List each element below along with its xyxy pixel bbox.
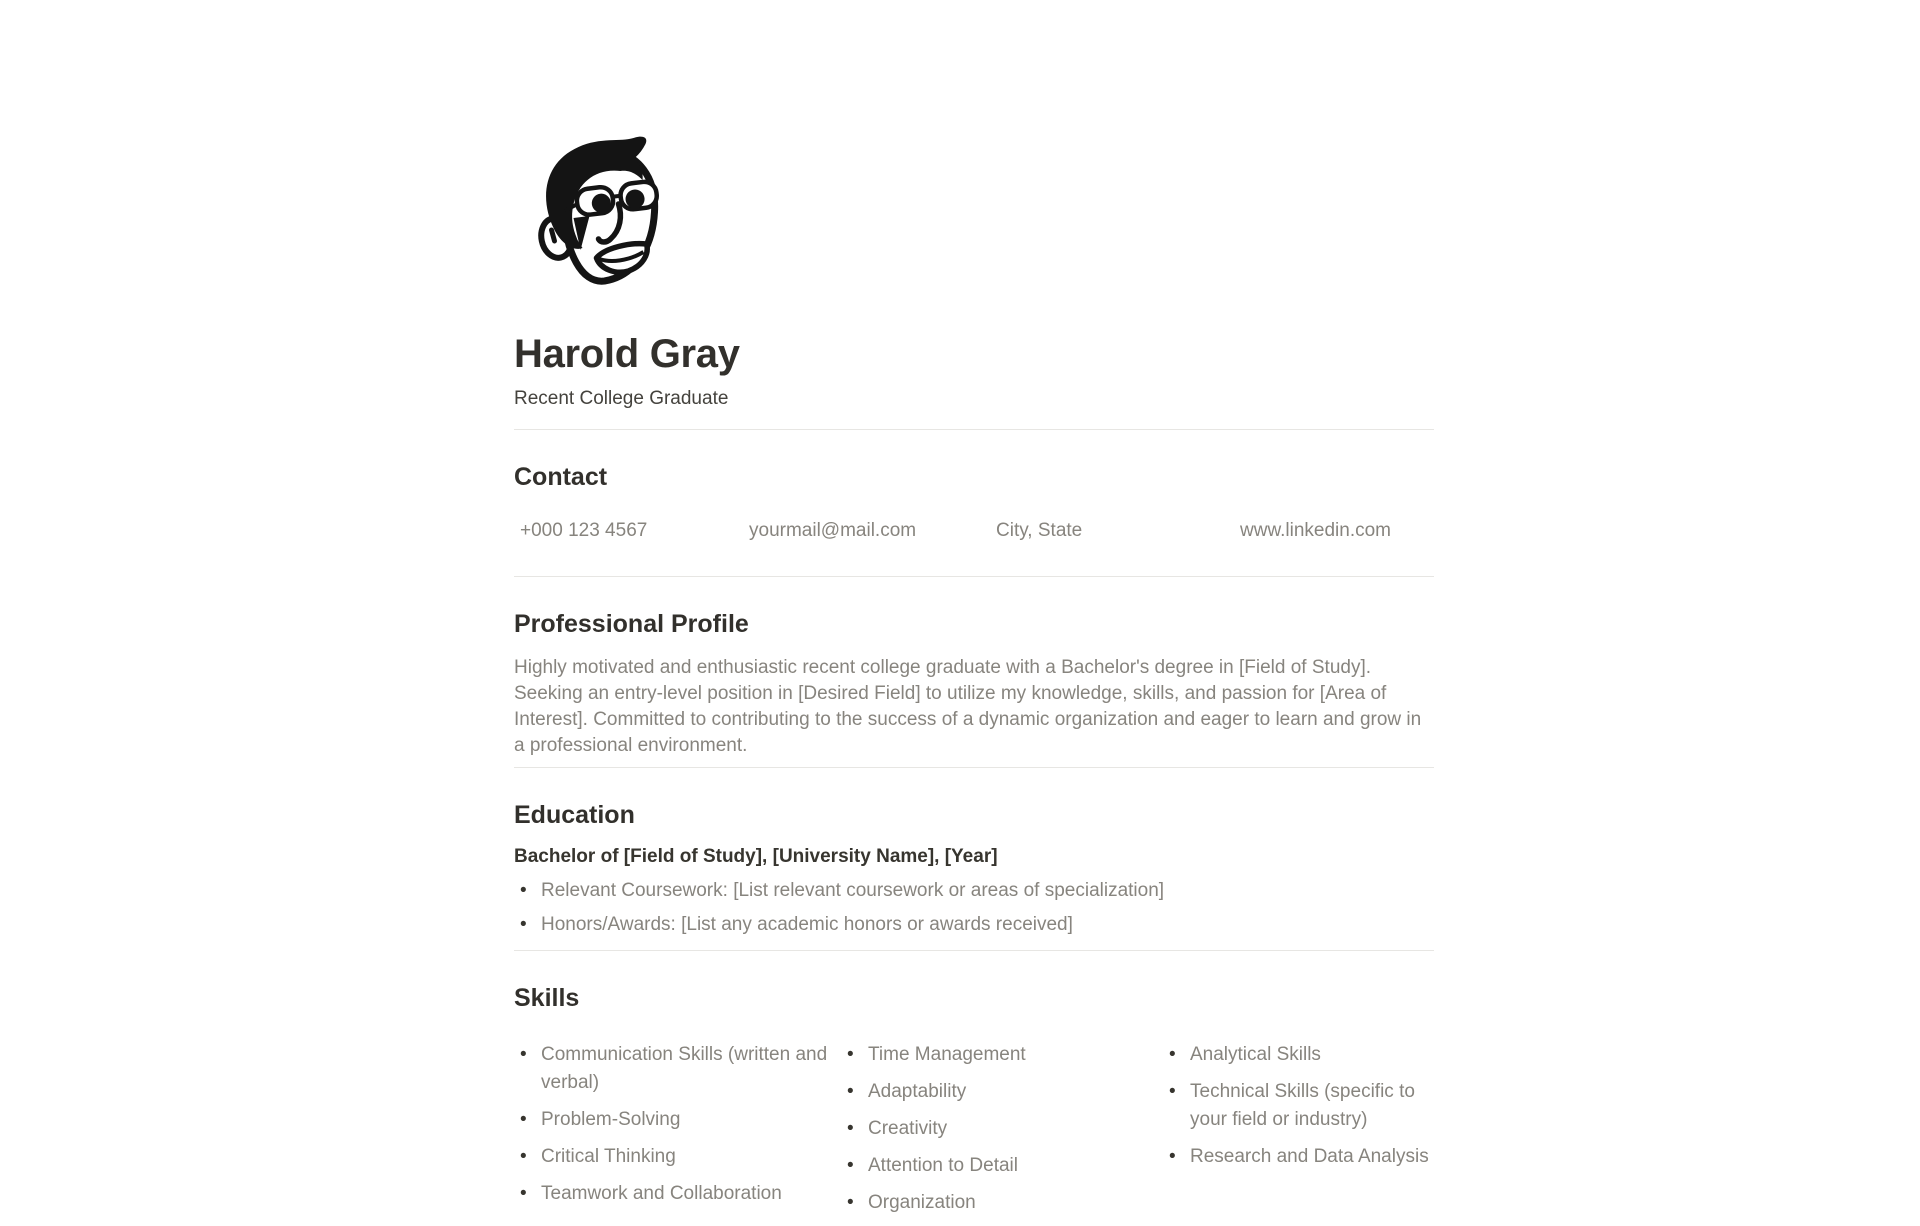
skills-column-2: [841, 1041, 1163, 1226]
contact-location: City, State: [996, 520, 1083, 541]
profile-subtitle: Recent College Graduate: [514, 388, 729, 409]
contact-row: [514, 518, 1434, 544]
skills-heading: Skills: [514, 984, 580, 1012]
divider: [514, 767, 1434, 768]
skill-item: • Research and Data Analysis: [1163, 1143, 1434, 1171]
divider: [514, 950, 1434, 951]
professional-profile-heading: Professional Profile: [514, 610, 749, 638]
education-bullet-list: [514, 878, 1434, 938]
section-contact: [514, 460, 1434, 544]
contact-phone: +000 123 4567: [520, 520, 648, 541]
skills-column-3: [1163, 1041, 1434, 1226]
divider: [514, 429, 1434, 430]
skill-item: • Attention to Detail: [841, 1152, 1163, 1180]
skill-item: • Creativity: [841, 1115, 1163, 1143]
skill-item: • Analytical Skills: [1163, 1041, 1434, 1069]
skill-item: • Communication Skills (written and verbal): [514, 1041, 841, 1097]
skill-item: • Problem-Solving: [514, 1106, 841, 1134]
education-bullet: • Relevant Coursework: [List relevant coursework or areas of specialization]: [514, 878, 1434, 904]
skills-column-1: [514, 1041, 841, 1226]
contact-website[interactable]: www.linkedin.com: [1240, 520, 1391, 541]
skill-item: • Organization: [841, 1189, 1163, 1217]
contact-email[interactable]: yourmail@mail.com: [749, 520, 917, 541]
avatar: [530, 134, 676, 294]
page-title: Harold Gray: [514, 332, 740, 376]
skill-item: • Critical Thinking: [514, 1143, 841, 1171]
section-education: [514, 798, 1434, 938]
professional-profile-text: Highly motivated and enthusiastic recent college graduate with a Bachelor's degree in [Field of Study]. Seeking an entry-level position in [Desired Field] to utilize my knowledge, skills, and passion for [Area of Interest]. Committed to contributing to the success of a dynamic organization and eager to learn and grow in a professional environment.: [514, 657, 1422, 756]
resume-document: [514, 0, 1434, 1226]
skill-item: • Time Management: [841, 1041, 1163, 1069]
skill-item: • Adaptability: [841, 1078, 1163, 1106]
skill-item: • Teamwork and Collaboration: [514, 1180, 841, 1208]
education-bullet: • Honors/Awards: [List any academic honors or awards received]: [514, 912, 1434, 938]
education-heading: Education: [514, 801, 635, 829]
skill-item: • Technical Skills (specific to your field or industry): [1163, 1078, 1434, 1134]
education-degree: Bachelor of [Field of Study], [University Name], [Year]: [514, 846, 998, 867]
section-professional-profile: [514, 607, 1434, 759]
section-skills: [514, 981, 1434, 1226]
skills-columns: [514, 1041, 1434, 1226]
divider: [514, 576, 1434, 577]
contact-heading: Contact: [514, 463, 608, 491]
avatar-illustration: [530, 134, 676, 294]
